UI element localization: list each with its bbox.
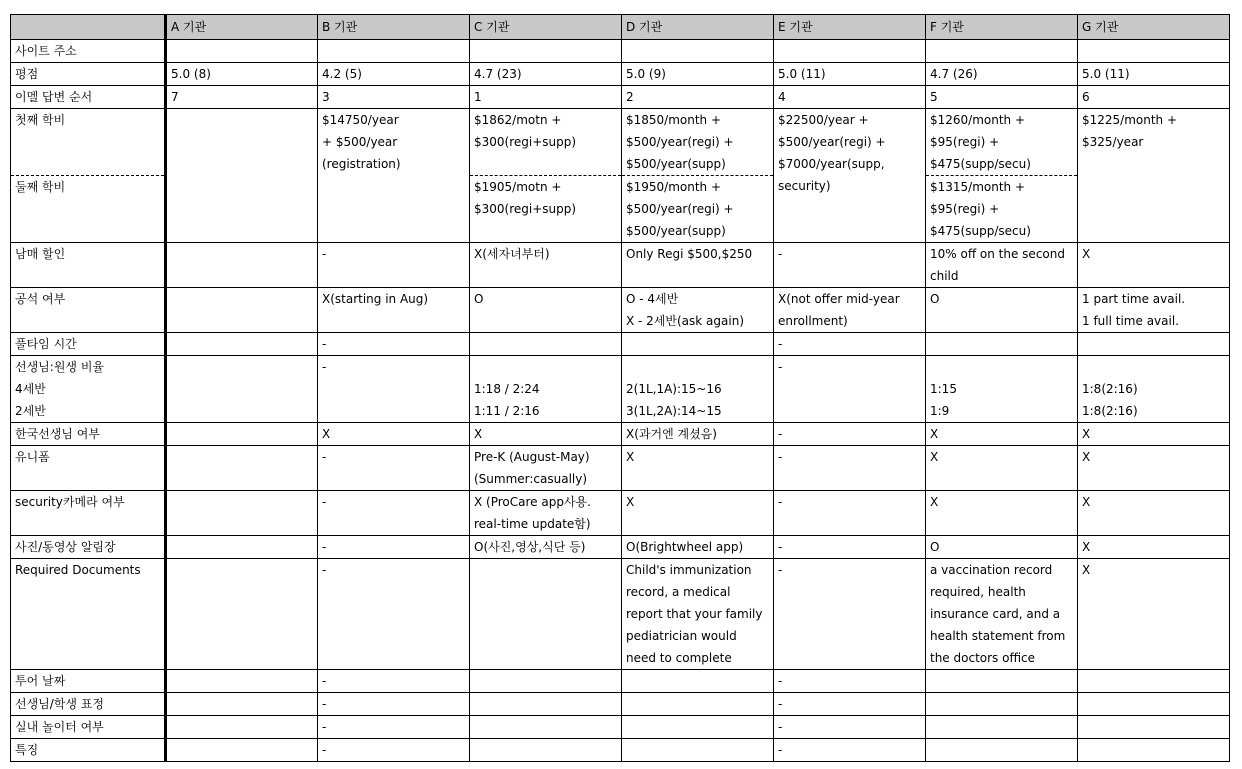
header-f: F 기관 <box>926 15 1078 40</box>
cell-camera-e: - <box>774 491 926 536</box>
cell-site-f <box>926 40 1078 63</box>
row-label-sibling-discount: 남매 할인 <box>11 243 166 288</box>
table-row <box>11 333 1230 356</box>
cell-uniform-g: X <box>1078 446 1230 491</box>
row-label-tuition-second: 둘째 학비 <box>11 176 166 243</box>
row-label-photo: 사진/동영상 알림장 <box>11 536 166 559</box>
cell-korean-teacher-g: X <box>1078 423 1230 446</box>
cell-uniform-e: - <box>774 446 926 491</box>
header-row <box>11 15 1230 40</box>
cell-tuition-a <box>166 109 318 243</box>
cell-fulltime-d <box>622 333 774 356</box>
cell-playground-g <box>1078 716 1230 739</box>
row-label-tuition-first: 첫째 학비 <box>11 109 166 176</box>
table-row <box>11 40 1230 63</box>
cell-site-e <box>774 40 926 63</box>
cell-tuition1-f: $1260/month + $95(regi) + $475(supp/secu) <box>926 109 1078 176</box>
table-row <box>11 716 1230 739</box>
cell-tuition1-c: $1862/motn + $300(regi+supp) <box>470 109 622 176</box>
cell-features-f <box>926 739 1078 762</box>
cell-vacancy-g: 1 part time avail. 1 full time avail. <box>1078 288 1230 333</box>
cell-expression-a <box>166 693 318 716</box>
row-label-site: 사이트 주소 <box>11 40 166 63</box>
cell-camera-g: X <box>1078 491 1230 536</box>
cell-features-c <box>470 739 622 762</box>
table-row <box>11 446 1230 491</box>
cell-tuition1-d: $1850/month + $500/year(regi) + $500/year(supp) <box>622 109 774 176</box>
cell-email-order-d: 2 <box>622 86 774 109</box>
row-label-korean-teacher: 한국선생님 여부 <box>11 423 166 446</box>
row-label-ratio: 선생님:원생 비율 4세반 2세반 <box>11 356 166 423</box>
row-label-camera: security카메라 여부 <box>11 491 166 536</box>
table-row <box>11 109 1230 176</box>
cell-ratio-c: 1:18 / 2:24 1:11 / 2:16 <box>470 356 622 423</box>
cell-email-order-g: 6 <box>1078 86 1230 109</box>
table-row <box>11 693 1230 716</box>
table-row <box>11 423 1230 446</box>
cell-fulltime-a <box>166 333 318 356</box>
cell-fulltime-c <box>470 333 622 356</box>
row-label-fulltime: 풀타임 시간 <box>11 333 166 356</box>
cell-camera-d: X <box>622 491 774 536</box>
table-row <box>11 670 1230 693</box>
header-d: D 기관 <box>622 15 774 40</box>
cell-playground-a <box>166 716 318 739</box>
cell-rating-b: 4.2 (5) <box>318 63 470 86</box>
cell-camera-b: - <box>318 491 470 536</box>
row-label-uniform: 유니폼 <box>11 446 166 491</box>
cell-features-a <box>166 739 318 762</box>
cell-fulltime-e: - <box>774 333 926 356</box>
cell-email-order-f: 5 <box>926 86 1078 109</box>
cell-photo-b: - <box>318 536 470 559</box>
cell-korean-teacher-a <box>166 423 318 446</box>
cell-tuition2-f: $1315/month + $95(regi) + $475(supp/secu) <box>926 176 1078 243</box>
cell-vacancy-b: X(starting in Aug) <box>318 288 470 333</box>
cell-korean-teacher-c: X <box>470 423 622 446</box>
table-row <box>11 86 1230 109</box>
cell-site-b <box>318 40 470 63</box>
cell-uniform-f: X <box>926 446 1078 491</box>
cell-ratio-d: 2(1L,1A):15~16 3(1L,2A):14~15 <box>622 356 774 423</box>
cell-sibling-c: X(세자녀부터) <box>470 243 622 288</box>
cell-vacancy-f: O <box>926 288 1078 333</box>
cell-sibling-a <box>166 243 318 288</box>
header-b: B 기관 <box>318 15 470 40</box>
cell-documents-g: X <box>1078 559 1230 670</box>
cell-uniform-d: X <box>622 446 774 491</box>
daycare-comparison-table <box>10 14 1230 762</box>
cell-site-a <box>166 40 318 63</box>
row-label-email-order: 이멜 답변 순서 <box>11 86 166 109</box>
cell-photo-e: - <box>774 536 926 559</box>
cell-features-g <box>1078 739 1230 762</box>
cell-korean-teacher-d: X(과거엔 계셨음) <box>622 423 774 446</box>
cell-tour-e: - <box>774 670 926 693</box>
cell-tour-a <box>166 670 318 693</box>
cell-email-order-e: 4 <box>774 86 926 109</box>
cell-uniform-c: Pre-K (August-May) (Summer:casually) <box>470 446 622 491</box>
cell-uniform-b: - <box>318 446 470 491</box>
cell-expression-e: - <box>774 693 926 716</box>
cell-ratio-g: 1:8(2:16) 1:8(2:16) <box>1078 356 1230 423</box>
cell-expression-b: - <box>318 693 470 716</box>
cell-email-order-b: 3 <box>318 86 470 109</box>
cell-tuition2-d: $1950/month + $500/year(regi) + $500/year(supp) <box>622 176 774 243</box>
cell-tuition2-c: $1905/motn + $300(regi+supp) <box>470 176 622 243</box>
table-row <box>11 243 1230 288</box>
cell-site-c <box>470 40 622 63</box>
cell-sibling-e: - <box>774 243 926 288</box>
row-label-vacancy: 공석 여부 <box>11 288 166 333</box>
cell-features-b: - <box>318 739 470 762</box>
cell-ratio-b: - <box>318 356 470 423</box>
cell-documents-c <box>470 559 622 670</box>
table-row <box>11 288 1230 333</box>
cell-tour-g <box>1078 670 1230 693</box>
cell-playground-b: - <box>318 716 470 739</box>
cell-photo-a <box>166 536 318 559</box>
cell-site-g <box>1078 40 1230 63</box>
row-label-documents: Required Documents <box>11 559 166 670</box>
cell-photo-d: O(Brightwheel app) <box>622 536 774 559</box>
cell-ratio-e: - <box>774 356 926 423</box>
cell-documents-d: Child's immunization record, a medical report that your family pediatrician would need to complete <box>622 559 774 670</box>
cell-uniform-a <box>166 446 318 491</box>
table-row <box>11 356 1230 423</box>
cell-rating-f: 4.7 (26) <box>926 63 1078 86</box>
header-g: G 기관 <box>1078 15 1230 40</box>
cell-features-d <box>622 739 774 762</box>
cell-photo-c: O(사진,영상,식단 등) <box>470 536 622 559</box>
cell-tour-f <box>926 670 1078 693</box>
cell-vacancy-e: X(not offer mid-year enrollment) <box>774 288 926 333</box>
cell-expression-c <box>470 693 622 716</box>
table-row <box>11 63 1230 86</box>
cell-tuition-b: $14750/year + $500/year (registration) <box>318 109 470 243</box>
cell-site-d <box>622 40 774 63</box>
cell-playground-f <box>926 716 1078 739</box>
cell-email-order-a: 7 <box>166 86 318 109</box>
cell-photo-f: O <box>926 536 1078 559</box>
cell-fulltime-b: - <box>318 333 470 356</box>
cell-fulltime-g <box>1078 333 1230 356</box>
cell-expression-f <box>926 693 1078 716</box>
cell-photo-g: X <box>1078 536 1230 559</box>
cell-tour-c <box>470 670 622 693</box>
cell-playground-e: - <box>774 716 926 739</box>
table-row <box>11 491 1230 536</box>
cell-rating-e: 5.0 (11) <box>774 63 926 86</box>
cell-tour-b: - <box>318 670 470 693</box>
comparison-table-container <box>10 14 1230 762</box>
cell-tour-d <box>622 670 774 693</box>
row-label-tour: 투어 날짜 <box>11 670 166 693</box>
cell-vacancy-d: O - 4세반 X - 2세반(ask again) <box>622 288 774 333</box>
cell-features-e: - <box>774 739 926 762</box>
cell-rating-c: 4.7 (23) <box>470 63 622 86</box>
cell-korean-teacher-e: - <box>774 423 926 446</box>
cell-documents-a <box>166 559 318 670</box>
cell-vacancy-c: O <box>470 288 622 333</box>
cell-rating-g: 5.0 (11) <box>1078 63 1230 86</box>
cell-playground-d <box>622 716 774 739</box>
cell-rating-d: 5.0 (9) <box>622 63 774 86</box>
cell-korean-teacher-b: X <box>318 423 470 446</box>
cell-sibling-f: 10% off on the second child <box>926 243 1078 288</box>
cell-korean-teacher-f: X <box>926 423 1078 446</box>
row-label-rating: 평점 <box>11 63 166 86</box>
header-c: C 기관 <box>470 15 622 40</box>
cell-camera-a <box>166 491 318 536</box>
row-label-features: 특징 <box>11 739 166 762</box>
cell-expression-d <box>622 693 774 716</box>
row-label-playground: 실내 놀이터 여부 <box>11 716 166 739</box>
cell-vacancy-a <box>166 288 318 333</box>
cell-expression-g <box>1078 693 1230 716</box>
table-row <box>11 559 1230 670</box>
header-corner <box>11 15 166 40</box>
cell-playground-c <box>470 716 622 739</box>
cell-documents-f: a vaccination record required, health insurance card, and a health statement from the doctors office <box>926 559 1078 670</box>
cell-ratio-f: 1:15 1:9 <box>926 356 1078 423</box>
row-label-expression: 선생님/학생 표정 <box>11 693 166 716</box>
cell-sibling-d: Only Regi $500,$250 <box>622 243 774 288</box>
cell-documents-e: - <box>774 559 926 670</box>
table-row <box>11 739 1230 762</box>
header-e: E 기관 <box>774 15 926 40</box>
cell-tuition-g: $1225/month + $325/year <box>1078 109 1230 243</box>
cell-sibling-b: - <box>318 243 470 288</box>
cell-documents-b: - <box>318 559 470 670</box>
cell-email-order-c: 1 <box>470 86 622 109</box>
cell-tuition-e: $22500/year + $500/year(regi) + $7000/year(supp, security) <box>774 109 926 243</box>
cell-camera-c: X (ProCare app사용. real-time update함) <box>470 491 622 536</box>
cell-camera-f: X <box>926 491 1078 536</box>
table-row <box>11 536 1230 559</box>
cell-sibling-g: X <box>1078 243 1230 288</box>
cell-fulltime-f <box>926 333 1078 356</box>
cell-ratio-a <box>166 356 318 423</box>
cell-rating-a: 5.0 (8) <box>166 63 318 86</box>
header-a: A 기관 <box>166 15 318 40</box>
